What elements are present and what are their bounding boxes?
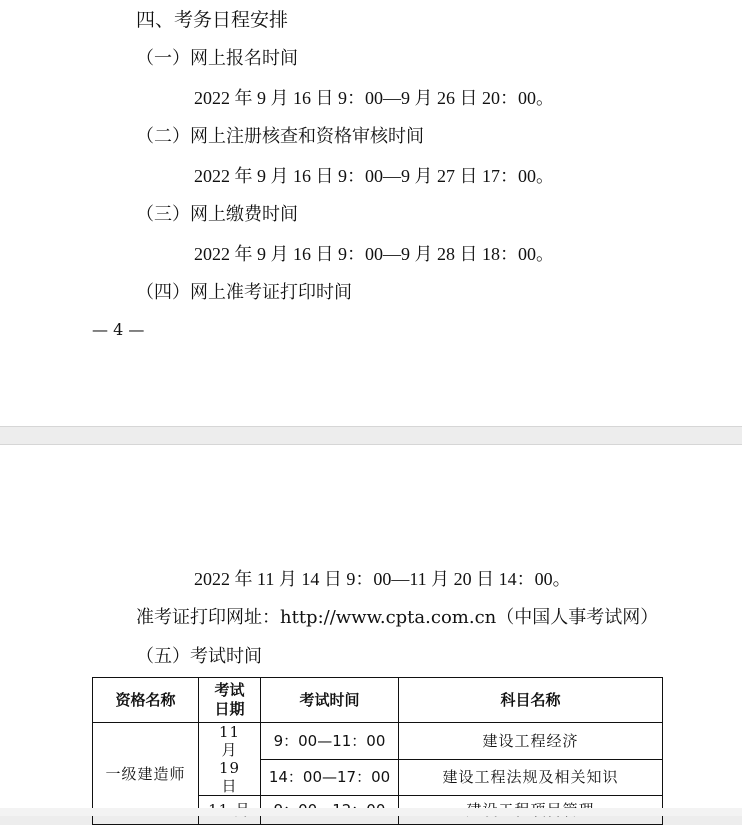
exam-schedule-table [92, 677, 663, 825]
registration-time: 2022 年 9 月 16 日 9：00—9 月 26 日 20：00。 [194, 88, 554, 108]
table-row [93, 723, 663, 760]
subject-cell: 建设工程经济 [399, 723, 663, 760]
admission-print-time: 2022 年 11 月 14 日 9：00—11 月 20 日 14：00。 [194, 569, 571, 589]
header-qualification: 资格名称 [93, 678, 199, 723]
time-cell: 9：00—11：00 [261, 723, 399, 760]
header-exam-date: 考试日期 [199, 678, 261, 723]
subsection-title-4: （四）网上准考证打印时间 [136, 282, 352, 303]
header-exam-time: 考试时间 [261, 678, 399, 723]
date-cell: 11 月 19 日 [199, 723, 261, 796]
subsection-title-1: （一）网上报名时间 [136, 48, 298, 69]
subject-cell: 建设工程法规及相关知识 [399, 759, 663, 796]
time-cell: 14：00—17：00 [261, 759, 399, 796]
verification-time: 2022 年 9 月 16 日 9：00—9 月 27 日 17：00。 [194, 166, 554, 186]
subsection-title-5: （五）考试时间 [136, 646, 262, 667]
subsection-title-2: （二）网上注册核查和资格审核时间 [136, 126, 424, 147]
payment-time: 2022 年 9 月 16 日 9：00—9 月 28 日 18：00。 [194, 244, 554, 264]
header-subject: 科目名称 [399, 678, 663, 723]
page-number: — 4 — [92, 320, 145, 339]
table-header-row [93, 678, 663, 723]
qualification-cell: 一级建造师 [93, 723, 199, 825]
admission-print-url: 准考证打印网址：http://www.cpta.com.cn（中国人事考试网） [136, 607, 659, 628]
section-heading: 四、考务日程安排 [136, 9, 289, 31]
subsection-title-3: （三）网上缴费时间 [136, 204, 298, 225]
document-page-5 [0, 444, 742, 816]
